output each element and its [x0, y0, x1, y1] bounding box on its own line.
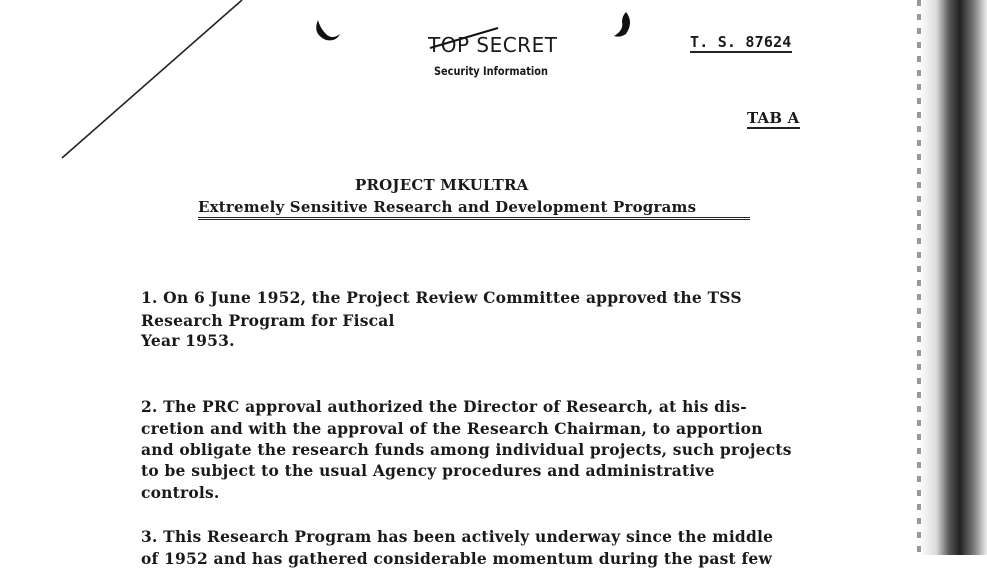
classification-subtitle: Security Information — [434, 64, 548, 78]
document-title: PROJECT MKULTRA — [355, 176, 529, 194]
text-line: controls. — [141, 483, 220, 502]
text-line: and obligate the research funds among individual projects, such projects — [141, 440, 792, 459]
text-line: 3. This Research Program has been actively underway since the middle — [141, 527, 774, 546]
text-line: to be subject to the usual Agency procedures and administrative — [141, 461, 715, 480]
text-line: of 1952 and has gathered considerable momentum during the past few — [141, 549, 772, 568]
text-line: Year 1953. — [141, 331, 235, 350]
text-line: Research Program for Fiscal — [141, 311, 395, 330]
classification-stamp: TOP SECRET — [428, 33, 558, 57]
text-line: 2. The PRC approval authorized the Director of Research, at his dis- — [141, 397, 747, 416]
scan-edge-marks — [917, 0, 921, 555]
scan-edge-shadow — [919, 0, 987, 555]
diagonal-scan-line — [62, 0, 242, 158]
text-line: cretion and with the approval of the Research Chairman, to apportion — [141, 419, 763, 438]
tab-label: TAB A — [747, 109, 800, 127]
document-subtitle: Extremely Sensitive Research and Development Programs — [198, 198, 750, 220]
punch-hole-mark — [614, 12, 630, 37]
punch-hole-mark — [316, 20, 340, 40]
document-number: T. S. 87624 — [690, 33, 792, 51]
text-line: 1. On 6 June 1952, the Project Review Committee approved the TSS — [141, 288, 742, 307]
